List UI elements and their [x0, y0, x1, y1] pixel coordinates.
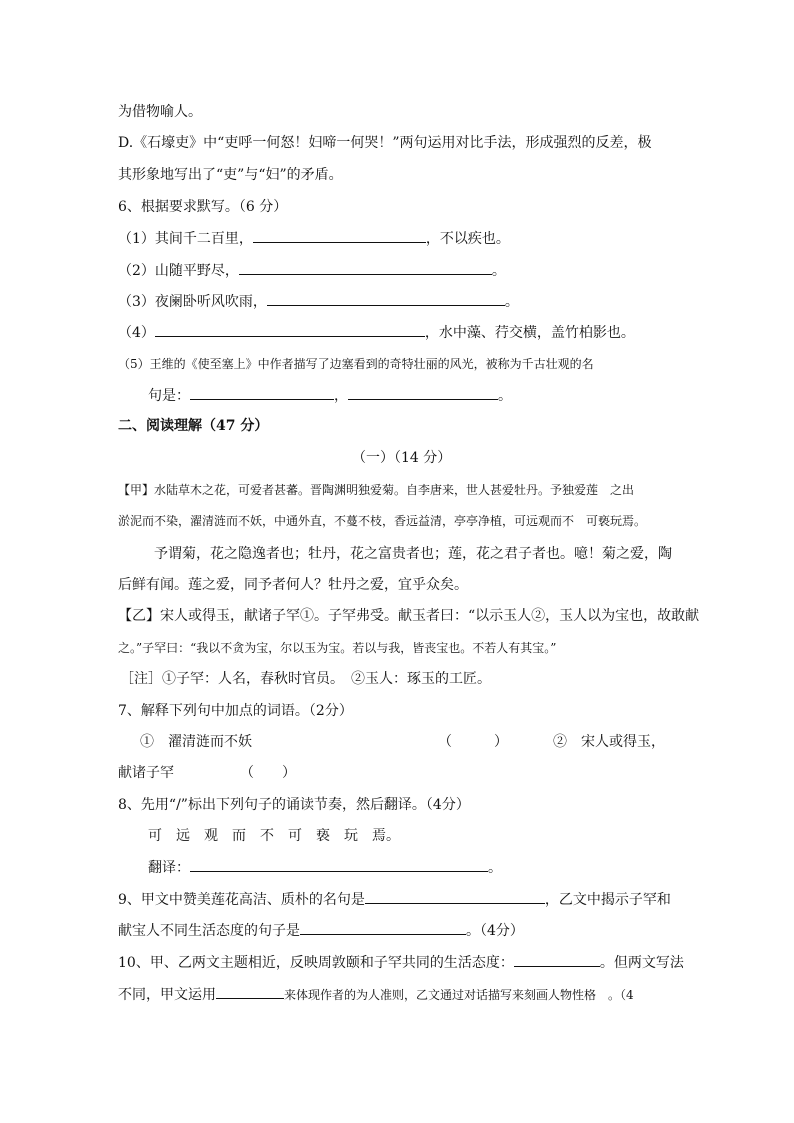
question-8-sentence: 可 远 观 而 不 可 亵 玩 焉。: [148, 828, 400, 844]
answer-blank[interactable]: [155, 323, 425, 337]
answer-blank[interactable]: [190, 858, 488, 872]
question-6-item-3: [118, 292, 519, 311]
question-10-line-2: [118, 985, 634, 1004]
item-3-prefix: （3）夜阑卧听风吹雨，: [118, 294, 267, 310]
section-2-heading: 二、阅读理解（47 分）: [118, 418, 269, 434]
answer-blank[interactable]: [216, 985, 284, 999]
question-7-item-2-continuation: 献诸子罕: [118, 765, 174, 781]
answer-blank[interactable]: [190, 386, 334, 400]
passage-jia-line-3: 予谓菊，花之隐逸者也；牡丹，花之富贵者也；莲，花之君子者也。噫！菊之爱，陶: [154, 546, 672, 562]
answer-blank[interactable]: [267, 292, 505, 306]
question-6-item-5: （5）王维的《使至塞上》中作者描写了边塞看到的奇特壮丽的风光，被称为千古壮观的名: [118, 357, 594, 371]
question-6-item-5-answer: [148, 386, 512, 405]
passage-yi-line-1: 【乙】宋人或得玉，献诸子罕①。子罕弗受。献玉者曰：“以示玉人②，玉人以为宝也，故敢献: [118, 608, 700, 624]
q10-middle: 。但两文写法: [599, 955, 684, 971]
question-6-item-2: [118, 261, 506, 280]
question-7-answer-paren-2[interactable]: （ ）: [240, 765, 296, 781]
item-5-prefix: 句是：: [148, 388, 190, 404]
answer-blank[interactable]: [239, 261, 492, 275]
option-d-continuation: 其形象地写出了“吏”与“妇”的矛盾。: [118, 167, 343, 183]
question-6-item-4: [118, 323, 635, 342]
answer-blank[interactable]: [365, 890, 545, 904]
q9-line2-prefix: 献宝人不同生活态度的句子是: [118, 923, 300, 939]
answer-blank[interactable]: [348, 386, 498, 400]
item-5-comma: ，: [334, 388, 348, 404]
passage-jia-line-1: 【甲】水陆草木之花，可爱者甚蕃。晋陶渊明独爱菊。自李唐来，世人甚爱牡丹。予独爱莲 之出: [118, 483, 635, 497]
item-4-prefix: （4）: [118, 325, 155, 341]
option-d-line: D.《石壕吏》中“吏呼一何怒！妇啼一何哭！”两句运用对比手法，形成强烈的反差，极: [118, 135, 652, 151]
q9-middle: ，乙文中揭示子罕和: [544, 892, 671, 908]
question-7-item-1: ① 濯清涟而不妖: [140, 734, 252, 750]
passage-notes: ［注］①子罕：人名，春秋时官员。 ②玉人：琢玉的工匠。: [120, 671, 491, 687]
item-5-suffix: 。: [498, 388, 512, 404]
question-7-answer-paren-1[interactable]: （ ）: [438, 734, 508, 750]
item-2-prefix: （2）山随平野尽，: [118, 263, 239, 279]
question-9-line-1: [118, 890, 671, 909]
question-7-heading: 7、解释下列句中加点的词语。（2分）: [118, 703, 353, 719]
item-1-prefix: （1）其间千二百里，: [118, 231, 253, 247]
question-6-heading: 6、根据要求默写。（6 分）: [118, 199, 288, 215]
question-9-line-2: [118, 921, 524, 940]
passage-jia-line-2: 淤泥而不染，濯清涟而不妖，中通外直，不蔓不枝，香远益清，亭亭净植，可远观而不 可亵玩焉。: [118, 514, 647, 528]
translation-label: 翻译：: [148, 860, 190, 876]
passage-yi-line-2: 之。”子罕曰：“我以不贪为宝，尔以玉为宝。若以与我，皆丧宝也。不若人有其宝。”: [118, 641, 557, 655]
q9-prefix: 9、甲文中赞美莲花高洁、质朴的名句是: [118, 892, 365, 908]
question-6-item-1: [118, 229, 510, 248]
q9-line2-suffix: 。（4分）: [466, 923, 524, 939]
item-4-suffix: ，水中藻、荇交横，盖竹柏影也。: [424, 325, 635, 341]
question-8-translation: [148, 858, 502, 877]
question-7-item-2: ② 宋人或得玉，: [553, 734, 665, 750]
q10-line2-prefix: 不同，甲文运用: [118, 987, 216, 1003]
question-8-heading: 8、先用“/”标出下列句子的诵读节奏，然后翻译。（4分）: [118, 797, 470, 813]
answer-blank[interactable]: [253, 229, 426, 243]
item-1-suffix: ，不以疾也。: [425, 231, 510, 247]
item-3-suffix: 。: [504, 294, 519, 310]
q10-prefix: 10、甲、乙两文主题相近，反映周敦颐和子罕共同的生活态度：: [118, 955, 514, 971]
question-10-line-1: [118, 953, 684, 972]
q10-line2-suffix: 来体现作者的为人准则，乙文通过对话描写来刻画人物性格 。（4: [284, 988, 634, 1002]
answer-blank[interactable]: [514, 953, 600, 967]
passage-group-heading: （一）（14 分）: [352, 450, 452, 466]
passage-jia-line-4: 后鲜有闻。莲之爱，同予者何人？牡丹之爱，宜乎众矣。: [118, 577, 468, 593]
answer-blank[interactable]: [300, 921, 466, 935]
translation-suffix: 。: [488, 860, 502, 876]
item-2-suffix: 。: [491, 263, 506, 279]
text-line-1: 为借物喻人。: [118, 104, 202, 120]
